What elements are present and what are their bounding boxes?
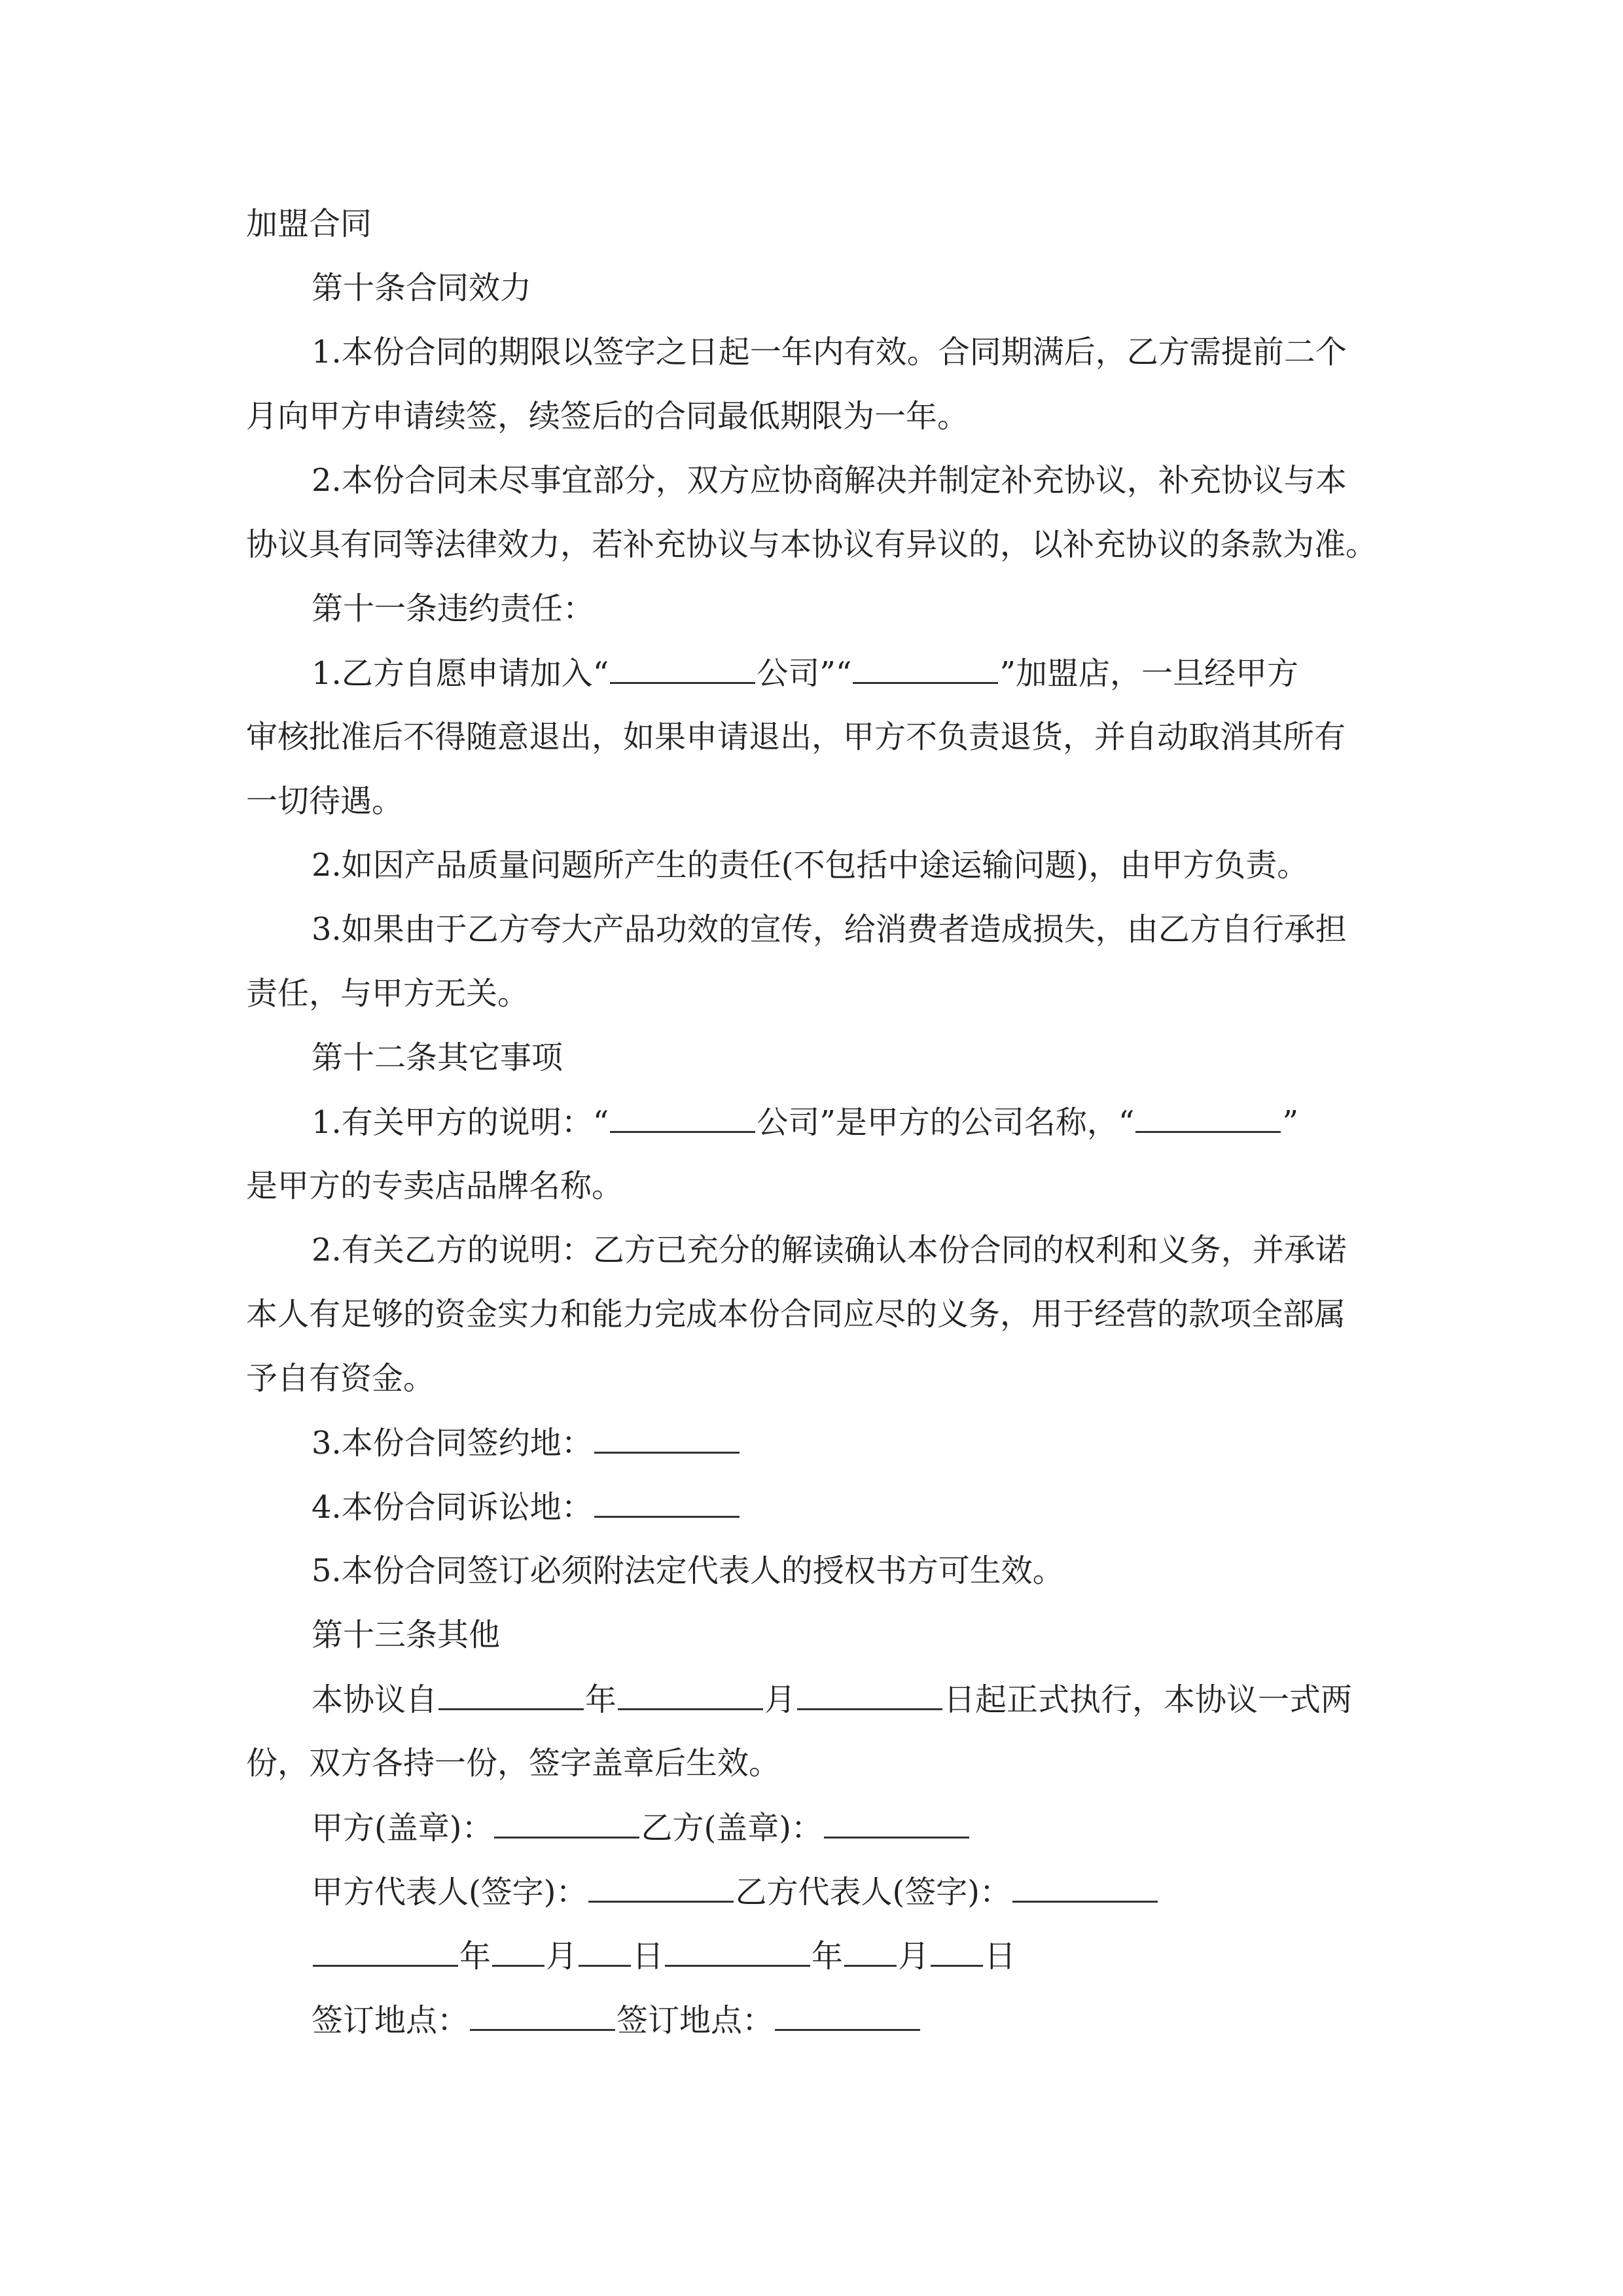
fill-blank [931,1936,983,1967]
article-12-clause-2-line-3: 予自有资金。 [246,1360,435,1397]
signing-place-a-label: 签订地点： [312,2002,469,2039]
fill-blank [665,1936,810,1967]
fill-blank [588,1872,734,1903]
article-12-heading: 第十二条其它事项 [312,1039,563,1076]
fill-blank [579,1936,631,1967]
clause-text: 本协议自 [312,1681,438,1718]
fill-blank [594,1487,740,1518]
article-12-clause-2-line-2: 本人有足够的资金实力和能力完成本份合同应尽的义务，用于经营的款项全部属 [246,1296,1346,1333]
date-year-label: 年 [812,1938,844,1975]
article-13-clause-line-1 [312,1679,1352,1719]
clause-text: 1.有关甲方的说明：“ [312,1104,609,1141]
fill-blank [824,1808,969,1839]
fill-blank [610,1102,755,1133]
date-month-label: 月 [898,1938,930,1975]
clause-text: ”加盟店，一旦经甲方 [999,655,1298,692]
clause-text: ” [1282,1104,1298,1141]
article-12-clause-3 [312,1423,741,1462]
article-11-clause-1-line-1 [312,653,1298,692]
signature-representative-line [312,1872,1159,1911]
fill-blank [844,1936,897,1967]
fill-blank [1012,1872,1158,1903]
clause-text: 3.本份合同签约地： [312,1425,593,1462]
party-a-seal-label: 甲方(盖章)： [312,1810,493,1846]
fill-blank [494,1808,639,1839]
article-10-clause-1-line-2: 月向甲方申请续签，续签后的合同最低期限为一年。 [246,398,969,435]
signing-place-b-label: 签订地点： [616,2002,774,2039]
fill-blank [470,2000,615,2031]
fill-blank [610,653,755,684]
clause-text: 年 [585,1681,617,1718]
signature-date-line [312,1936,1016,1975]
article-13-heading: 第十三条其他 [312,1617,501,1653]
party-a-rep-label: 甲方代表人(签字)： [312,1874,588,1910]
fill-blank [853,653,998,684]
fill-blank [618,1679,763,1710]
signature-seal-line [312,1808,971,1847]
date-day-label: 日 [632,1938,664,1975]
date-day-label: 日 [984,1938,1016,1975]
fill-blank [775,2000,920,2031]
article-10-clause-2-line-2: 协议具有同等法律效力，若补充协议与本协议有异议的，以补充协议的条款为准。 [246,526,1378,563]
clause-text: 1.乙方自愿申请加入“ [312,655,609,692]
article-11-clause-2: 2.如因产品质量问题所产生的责任(不包括中途运输问题)，由甲方负责。 [312,847,1309,884]
article-10-clause-2-line-1: 2.本份合同未尽事宜部分，双方应协商解决并制定补充协议，补充协议与本 [312,462,1347,499]
article-10-clause-1-line-1: 1.本份合同的期限以签字之日起一年内有效。合同期满后，乙方需提前二个 [312,334,1347,370]
clause-text: 公司”是甲方的公司名称，“ [757,1104,1135,1141]
clause-text: 月 [764,1681,796,1718]
fill-blank [313,1936,458,1967]
party-b-rep-label: 乙方代表人(签字)： [735,1874,1011,1910]
date-month-label: 月 [546,1938,578,1975]
clause-text: 公司”“ [757,655,852,692]
article-12-clause-1-line-2: 是甲方的专卖店品牌名称。 [246,1168,624,1204]
party-b-seal-label: 乙方(盖章)： [641,1810,823,1846]
article-11-clause-3-line-2: 责任，与甲方无关。 [246,975,529,1012]
clause-text: 4.本份合同诉讼地： [312,1489,593,1526]
article-11-heading: 第十一条违约责任： [312,590,595,627]
fill-blank [1135,1102,1281,1133]
fill-blank [438,1679,584,1710]
document-title: 加盟合同 [246,206,372,242]
article-11-clause-1-line-2: 审核批准后不得随意退出，如果申请退出，甲方不负责退货，并自动取消其所有 [246,719,1346,755]
article-12-clause-5: 5.本份合同签订必须附法定代表人的授权书方可生效。 [312,1552,1064,1589]
article-10-heading: 第十条合同效力 [312,270,532,306]
article-12-clause-2-line-1: 2.有关乙方的说明：乙方已充分的解读确认本份合同的权利和义务，并承诺 [312,1232,1347,1268]
fill-blank [492,1936,544,1967]
article-13-clause-line-2: 份，双方各持一份，签字盖章后生效。 [246,1745,781,1782]
article-12-clause-1-line-1 [312,1102,1298,1141]
signing-place-line [312,2000,921,2039]
article-11-clause-3-line-1: 3.如果由于乙方夸大产品功效的宣传，给消费者造成损失，由乙方自行承担 [312,911,1347,948]
fill-blank [594,1423,740,1454]
article-12-clause-4 [312,1487,741,1526]
clause-text: 日起正式执行，本协议一式两 [944,1681,1353,1718]
article-11-clause-1-line-3: 一切待遇。 [246,783,404,819]
date-year-label: 年 [459,1938,491,1975]
fill-blank [797,1679,942,1710]
